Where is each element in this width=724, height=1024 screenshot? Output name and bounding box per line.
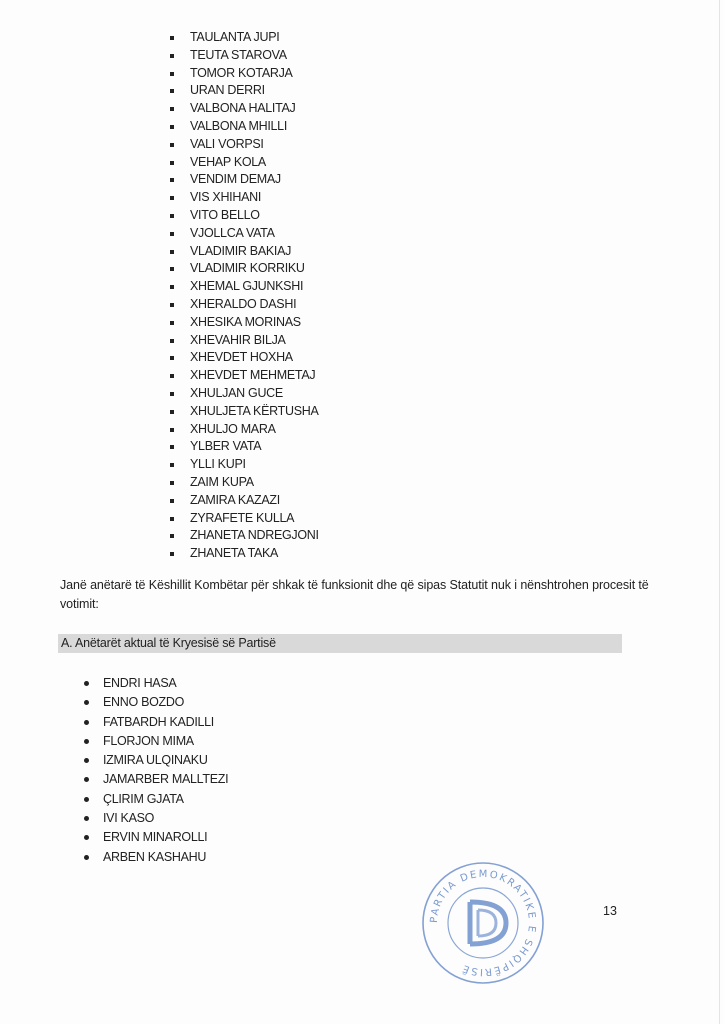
list-item: XHEVAHIR BILJA xyxy=(170,332,319,350)
list-item: VALI VORPSI xyxy=(170,136,319,154)
list-item: YLBER VATA xyxy=(170,438,319,456)
svg-text:PARTIA DEMOKRATIKE E SHQIPËRIS xyxy=(429,869,537,978)
list-item: YLLI KUPI xyxy=(170,456,319,474)
list-item: XHERALDO DASHI xyxy=(170,296,319,314)
list-item: VALBONA HALITAJ xyxy=(170,100,319,118)
list-item: TAULANTA JUPI xyxy=(170,29,319,47)
list-item: ARBEN KASHAHU xyxy=(84,848,228,867)
list-item: ZHANETA TAKA xyxy=(170,545,319,563)
list-item: XHEVDET MEHMETAJ xyxy=(170,367,319,385)
list-item: ZAIM KUPA xyxy=(170,474,319,492)
list-item: URAN DERRI xyxy=(170,82,319,100)
intro-paragraph: Janë anëtarë të Këshillit Kombëtar për shkak të funksionit dhe që sipas Statutit nuk i nënshtrohen procesit të votimit: xyxy=(60,577,649,611)
list-item: VALBONA MHILLI xyxy=(170,118,319,136)
list-item: IVI KASO xyxy=(84,809,228,828)
party-stamp-icon xyxy=(420,860,546,986)
list-item: FATBARDH KADILLI xyxy=(84,713,228,732)
list-item: VENDIM DEMAJ xyxy=(170,171,319,189)
page-edge xyxy=(719,0,720,1024)
list-item: XHULJETA KËRTUSHA xyxy=(170,403,319,421)
list-item: TEUTA STAROVA xyxy=(170,47,319,65)
presidency-member-list xyxy=(84,674,228,867)
list-item: TOMOR KOTARJA xyxy=(170,65,319,83)
list-item: ZYRAFETE KULLA xyxy=(170,510,319,528)
candidate-list xyxy=(170,29,319,563)
list-item: ENDRI HASA xyxy=(84,674,228,693)
list-item: VLADIMIR KORRIKU xyxy=(170,260,319,278)
list-item: XHEMAL GJUNKSHI xyxy=(170,278,319,296)
list-item: VIS XHIHANI xyxy=(170,189,319,207)
page-number: 13 xyxy=(603,904,617,918)
list-item: IZMIRA ULQINAKU xyxy=(84,751,228,770)
stamp-text: PARTIA DEMOKRATIKE E SHQIPËRISË xyxy=(428,868,538,978)
list-item: VLADIMIR BAKIAJ xyxy=(170,243,319,261)
list-item: VJOLLCA VATA xyxy=(170,225,319,243)
list-item: VEHAP KOLA xyxy=(170,154,319,172)
list-item: XHEVDET HOXHA xyxy=(170,349,319,367)
list-item: XHULJO MARA xyxy=(170,421,319,439)
list-item: ZAMIRA KAZAZI xyxy=(170,492,319,510)
section-heading: A. Anëtarët aktual të Kryesisë së Partisë xyxy=(58,634,622,653)
list-item: ÇLIRIM GJATA xyxy=(84,790,228,809)
list-item: ENNO BOZDO xyxy=(84,693,228,712)
list-item: XHULJAN GUCE xyxy=(170,385,319,403)
list-item: ERVIN MINAROLLI xyxy=(84,828,228,847)
list-item: ZHANETA NDREGJONI xyxy=(170,527,319,545)
list-item: JAMARBER MALLTEZI xyxy=(84,770,228,789)
list-item: FLORJON MIMA xyxy=(84,732,228,751)
list-item: XHESIKA MORINAS xyxy=(170,314,319,332)
list-item: VITO BELLO xyxy=(170,207,319,225)
